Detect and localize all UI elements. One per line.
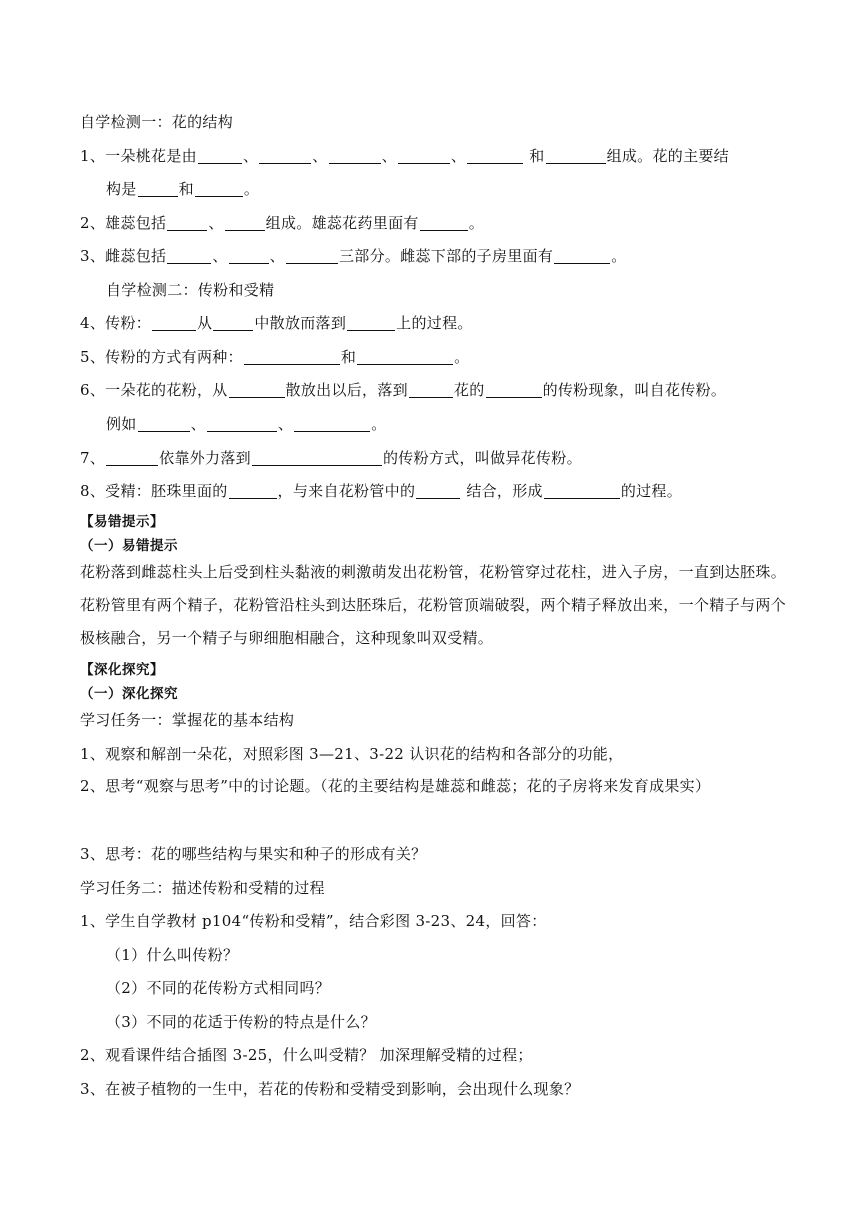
errors-subheader: （一）易错提示 (80, 538, 178, 554)
answer-blank[interactable] (486, 382, 542, 398)
task2-item3: 3、在被子植物的一生中，若花的传粉和受精受到影响，会出现什么现象？ (80, 1080, 580, 1098)
answer-blank[interactable] (252, 450, 382, 466)
question-3: 3、雌蕊包括 、 、 三部分。雌蕊下部的子房里面有 。 (80, 247, 627, 265)
answer-blank[interactable] (225, 215, 265, 231)
answer-blank[interactable] (106, 450, 158, 466)
task2-sub3: （3）不同的花适于传粉的特点是什么？ (106, 1013, 376, 1031)
answer-blank[interactable] (294, 416, 370, 432)
answer-blank[interactable] (167, 215, 207, 231)
task2-sub2: （2）不同的花传粉方式相同吗？ (106, 979, 331, 997)
answer-blank[interactable] (167, 248, 211, 264)
answer-blank[interactable] (544, 483, 620, 499)
question-1-line2: 构是 和 。 (106, 180, 260, 198)
answer-blank[interactable] (207, 416, 277, 432)
answer-blank[interactable] (329, 148, 381, 164)
answer-blank[interactable] (357, 349, 453, 365)
question-7: 7、 依靠外力落到 的传粉方式，叫做异花传粉。 (80, 449, 582, 467)
answer-blank[interactable] (409, 382, 453, 398)
task1-item3: 3、思考：花的哪些结构与果实和种子的形成有关？ (80, 845, 427, 863)
answer-blank[interactable] (138, 416, 190, 432)
question-8: 8、受精：胚珠里面的 ，与来自花粉管中的 结合，形成 的过程。 (80, 482, 683, 500)
answer-blank[interactable] (259, 148, 311, 164)
answer-blank[interactable] (286, 248, 338, 264)
answer-blank[interactable] (347, 315, 395, 331)
answer-blank[interactable] (229, 483, 277, 499)
answer-blank[interactable] (546, 148, 606, 164)
answer-blank[interactable] (229, 248, 269, 264)
question-5: 5、传粉的方式有两种： 和 。 (80, 348, 470, 366)
answer-blank[interactable] (398, 148, 450, 164)
task1-item1: 1、观察和解剖一朵花，对照彩图 3—21、3-22 认识花的结构和各部分的功能， (80, 745, 624, 763)
answer-blank[interactable] (467, 148, 523, 164)
explore-subheader: （一）深化探究 (80, 686, 178, 702)
errors-header: 【易错提示】 (80, 514, 164, 530)
answer-blank[interactable] (416, 483, 460, 499)
answer-blank[interactable] (195, 181, 243, 197)
question-6-line2: 例如 、 、 。 (106, 415, 387, 433)
task2-item2: 2、观看课件结合插图 3-25，什么叫受精？ 加深理解受精的过程； (80, 1046, 533, 1064)
answer-blank[interactable] (554, 248, 610, 264)
answer-blank[interactable] (138, 181, 178, 197)
task2-sub1: （1）什么叫传粉？ (106, 946, 239, 964)
question-6-line1: 6、一朵花的花粉，从 散放出以后，落到 花的 的传粉现象，叫自花传粉。 (80, 381, 727, 399)
answer-blank[interactable] (152, 315, 196, 331)
question-1-line1: 1、一朵桃花是由 、 、 、 、 和 组成。花的主要结 (80, 147, 729, 165)
answer-blank[interactable] (420, 215, 468, 231)
task2-item1: 1、学生自学教材 p104“传粉和受精”，结合彩图 3-23、24，回答： (80, 912, 547, 930)
question-4: 4、传粉： 从 中散放而落到 上的过程。 (80, 314, 473, 332)
answer-blank[interactable] (198, 148, 242, 164)
task1-title: 学习任务一：掌握花的基本结构 (80, 711, 295, 729)
errors-paragraph: 花粉落到雌蕊柱头上后受到柱头黏液的刺激萌发出花粉管，花粉管穿过花柱，进入子房，一直到达胚珠。花粉管里有两个精子，花粉管沿柱头到达胚珠后，花粉管顶端破裂，两个精子释放出来，一个精子与两个极核融合，另一个精子与卵细胞相融合，这种现象叫双受精。 (80, 563, 786, 647)
question-2: 2、雄蕊包括 、 组成。雄蕊花药里面有 。 (80, 214, 484, 232)
explore-header: 【深化探究】 (80, 662, 164, 678)
task2-title: 学习任务二：描述传粉和受精的过程 (80, 879, 325, 897)
answer-blank[interactable] (244, 349, 340, 365)
section1-title: 自学检测一：花的结构 (80, 113, 234, 131)
section2-title: 自学检测二：传粉和受精 (106, 281, 275, 299)
answer-blank[interactable] (229, 382, 285, 398)
task1-item2: 2、思考“观察与思考”中的讨论题。（花的主要结构是雄蕊和雌蕊；花的子房将来发育成果实） (80, 777, 711, 795)
answer-blank[interactable] (213, 315, 253, 331)
